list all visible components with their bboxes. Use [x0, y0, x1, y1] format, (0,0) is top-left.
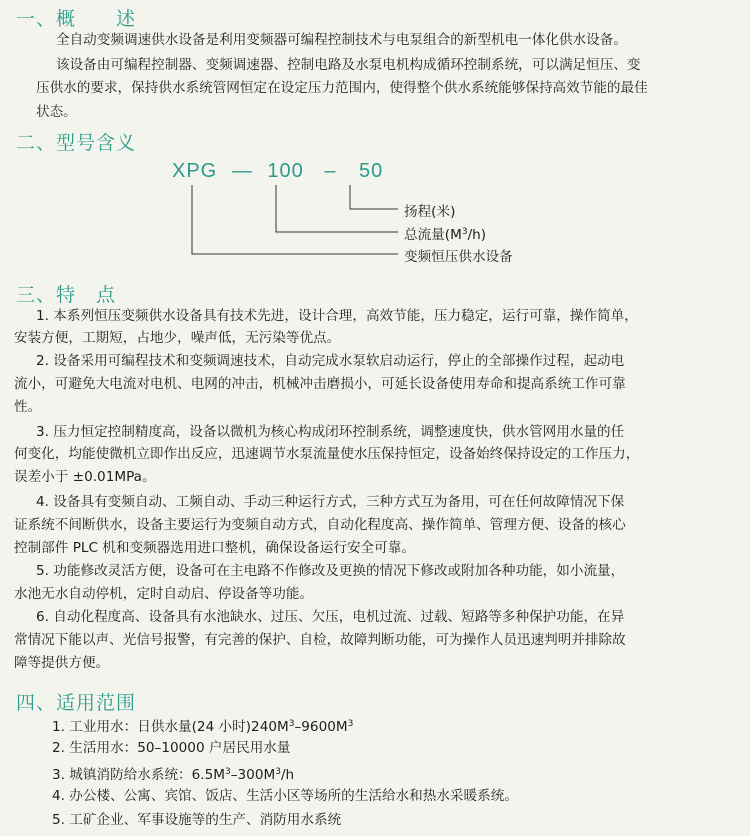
features-line: 障等提供方便。 — [14, 655, 110, 671]
scope-item-text: 1. 工业用水：日供水量(24 小时)240M — [52, 719, 289, 735]
scope-item-text: 4. 办公楼、公寓、宾馆、饭店、生活小区等场所的生活给水和热水采暖系统。 — [52, 788, 518, 804]
features-line: 1. 本系列恒压变频供水设备具有技术先进，设计合理，高效节能，压力稳定，运行可靠，操作简单， — [36, 308, 638, 324]
features-line: 6. 自动化程度高、设备具有水池缺水、过压、欠压，电机过流、过载、短路等多种保护功能，在异 — [36, 609, 625, 625]
scope-item — [52, 740, 290, 756]
scope-item-text: 5. 工矿企业、军事设施等的生产、消防用水系统 — [52, 812, 342, 828]
features-line: 4. 设备具有变频自动、工频自动、手动三种运行方式，三种方式互为备用，可在任何故障情况下保 — [36, 494, 625, 510]
scope-item — [52, 812, 341, 828]
scope-item-text: /h — [280, 767, 295, 783]
model-dash: – — [324, 160, 337, 182]
scope-item-text: –300M — [230, 767, 276, 783]
features-line: 性。 — [14, 399, 42, 415]
scope-item — [52, 788, 518, 804]
legend-flow-sup: 3 — [461, 227, 468, 237]
features-line: 证系统不间断供水，设备主要运行为变频自动方式，自动化程度高、操作简单、管理方便、设备的核心 — [14, 517, 626, 533]
features-line: 常情况下能以声、光信号报警，有完善的保护、自检，故障判断功能，可为操作人员迅速判明并排除故 — [14, 632, 626, 648]
features-line: 2. 设备采用可编程技术和变频调速技术，自动完成水泵软启动运行，停止的全部操作过程，起动电 — [36, 353, 625, 369]
model-prefix: XPG — [172, 160, 218, 182]
scope-item — [52, 716, 353, 735]
overview-line: 压供水的要求，保持供水系统管网恒定在设定压力范围内，使得整个供水系统能够保持高效节能的最佳 — [36, 80, 648, 96]
scope-item-text: 3. 城镇消防给水系统：6.5M — [52, 767, 225, 783]
scope-item-sup: 3 — [224, 767, 231, 777]
section-title-features: 三、特 点 — [16, 284, 117, 306]
features-line: 水池无水自动停机，定时自动启、停设备等功能。 — [14, 586, 314, 602]
overview-line: 状态。 — [36, 104, 77, 120]
scope-item-sup: 3 — [275, 767, 281, 777]
scope-item-text: –9600M — [294, 719, 348, 735]
scope-item-text: 2. 生活用水：50–10000 户居民用水量 — [52, 740, 291, 756]
scope-item-sup: 3 — [347, 719, 354, 729]
features-line: 流小，可避免大电流对电机、电网的冲击，机械冲击磨损小，可延长设备使用寿命和提高系统工作可靠 — [14, 376, 626, 392]
head-connector — [350, 185, 398, 209]
section-title-overview: 一、概 述 — [16, 8, 137, 30]
legend-type: 变频恒压供水设备 — [404, 249, 513, 265]
model-dash: — — [231, 160, 253, 182]
features-line: 何变化，均能使微机立即作出反应，迅速调节水泵流量使水压保持恒定，设备始终保持设定的工作压力， — [14, 446, 640, 462]
section-title-model: 二、型号含义 — [16, 132, 137, 154]
features-line: 安装方便，工期短，占地少，噪声低，无污染等优点。 — [14, 330, 341, 346]
overview-line: 全自动变频调速供水设备是利用变频器可编程控制技术与电泵组合的新型机电一体化供水设备。 — [56, 32, 627, 48]
legend-flow-suffix: /h) — [467, 227, 487, 243]
model-flow: 100 — [267, 160, 304, 182]
features-line: 5. 功能修改灵活方便，设备可在主电路不作修改及更换的情况下修改或附加各种功能，如小流量， — [36, 563, 625, 579]
scope-item-sup: 3 — [288, 719, 295, 729]
features-line: 3. 压力恒定控制精度高，设备以微机为核心构成闭环控制系统，调整速度快，供水管网用水量的任 — [36, 424, 625, 440]
legend-flow-prefix: 总流量(M — [404, 227, 462, 243]
features-line: 控制部件 PLC 机和变频器选用进口整机，确保设备运行安全可靠。 — [14, 540, 415, 556]
type-connector — [192, 185, 398, 254]
overview-line: 该设备由可编程控制器、变频调速器、控制电路及水泵电机构成循环控制系统，可以满足恒压、变 — [56, 57, 641, 73]
legend-flow — [404, 223, 486, 243]
section-title-scope: 四、适用范围 — [16, 692, 137, 714]
model-head: 50 — [359, 160, 384, 182]
features-line: 误差小于 ±0.01MPa。 — [14, 469, 156, 485]
scope-item — [52, 764, 294, 783]
legend-head: 扬程(米) — [404, 204, 456, 220]
